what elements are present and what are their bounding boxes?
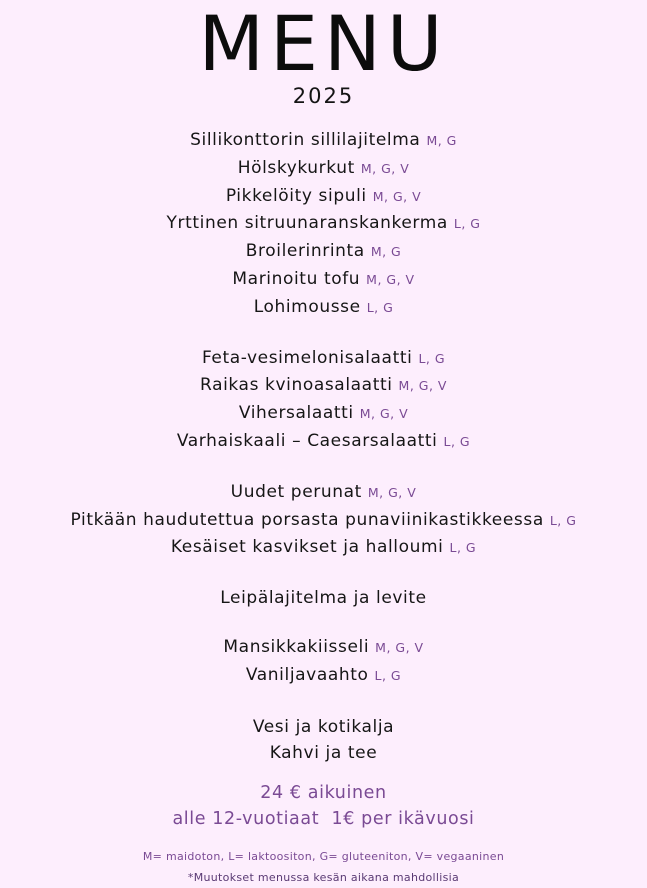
diet-tag: M, G, V bbox=[366, 271, 415, 287]
section-desserts bbox=[0, 634, 647, 690]
menu-item bbox=[0, 294, 647, 322]
price-adult: 24 € aikuinen bbox=[260, 783, 387, 804]
menu-item bbox=[0, 740, 647, 767]
item-name: Kesäiset kasvikset ja halloumi bbox=[170, 537, 444, 558]
item-name: Broilerinrinta bbox=[245, 241, 365, 262]
item-name: Hölskykurkut bbox=[237, 157, 355, 178]
diet-tag: M, G, V bbox=[359, 406, 409, 422]
diet-tag: M, G, V bbox=[398, 378, 447, 394]
menu-item bbox=[0, 183, 647, 211]
item-name: Vaniljavaahto bbox=[245, 664, 369, 685]
diet-tag: L, G bbox=[366, 299, 394, 315]
menu-item bbox=[0, 714, 647, 741]
diet-tag: L, G bbox=[549, 512, 577, 528]
item-name: Sillikonttorin sillilajitelma bbox=[190, 130, 421, 150]
section-mains bbox=[0, 479, 647, 562]
diet-tag: L, G bbox=[443, 433, 471, 449]
menu-item bbox=[0, 400, 647, 428]
menu-item bbox=[0, 585, 647, 612]
menu-item bbox=[0, 662, 647, 690]
item-name: Vesi ja kotikalja bbox=[252, 716, 395, 737]
menu-item bbox=[0, 127, 647, 155]
menu-item bbox=[0, 155, 647, 183]
diet-tag: L, G bbox=[418, 350, 446, 366]
item-name: Uudet perunat bbox=[230, 481, 362, 502]
item-name: Leipälajitelma ja levite bbox=[220, 588, 427, 609]
menu-item bbox=[0, 534, 647, 562]
section-drinks bbox=[0, 714, 647, 768]
diet-tag: M, G bbox=[426, 133, 457, 148]
pricing bbox=[0, 780, 647, 832]
item-name: Raikas kvinoasalaatti bbox=[200, 375, 393, 396]
menu-item bbox=[0, 266, 647, 294]
section-bread bbox=[0, 585, 647, 612]
menu-item bbox=[0, 479, 647, 507]
diet-tag: M, G, V bbox=[367, 484, 417, 500]
menu-item bbox=[0, 428, 647, 456]
section-salads bbox=[0, 345, 647, 456]
menu-year: 2025 bbox=[292, 84, 355, 108]
item-name: Marinoitu tofu bbox=[232, 268, 361, 289]
menu-item bbox=[0, 507, 647, 535]
diet-tag: L, G bbox=[374, 667, 402, 683]
menu-item bbox=[0, 210, 647, 238]
diet-tag: M, G bbox=[370, 244, 402, 260]
menu-item bbox=[0, 372, 647, 400]
section-starters bbox=[0, 127, 647, 322]
price-child: alle 12-vuotiaat 1€ per ikävuosi bbox=[172, 809, 475, 830]
item-name: Yrttinen sitruunaranskankerma bbox=[166, 213, 448, 234]
diet-tag: L, G bbox=[453, 216, 481, 232]
item-name: Mansikkakiisseli bbox=[223, 636, 370, 657]
item-name: Kahvi ja tee bbox=[269, 743, 378, 764]
diet-legend: M= maidoton, L= laktoositon, G= gluteeniton, V= vegaaninen bbox=[142, 850, 505, 864]
diet-tag: M, G, V bbox=[375, 639, 424, 655]
item-name: Feta-vesimelonisalaatti bbox=[201, 347, 413, 368]
item-name: Lohimousse bbox=[253, 296, 361, 317]
menu-item bbox=[0, 345, 647, 373]
changes-note: *Muutokset menussa kesän aikana mahdollisia bbox=[187, 871, 460, 885]
menu-item bbox=[0, 238, 647, 266]
item-name: Varhaiskaali – Caesarsalaatti bbox=[176, 430, 438, 451]
menu-item bbox=[0, 634, 647, 662]
diet-tag: M, G, V bbox=[360, 160, 410, 176]
menu-title: MENU bbox=[198, 0, 449, 88]
item-name: Pikkelöity sipuli bbox=[225, 185, 367, 206]
item-name: Pitkään haudutettua porsasta punaviinikastikkeessa bbox=[70, 509, 544, 530]
item-name: Vihersalaatti bbox=[238, 403, 354, 424]
diet-tag: L, G bbox=[449, 540, 477, 556]
diet-tag: M, G, V bbox=[372, 188, 422, 204]
